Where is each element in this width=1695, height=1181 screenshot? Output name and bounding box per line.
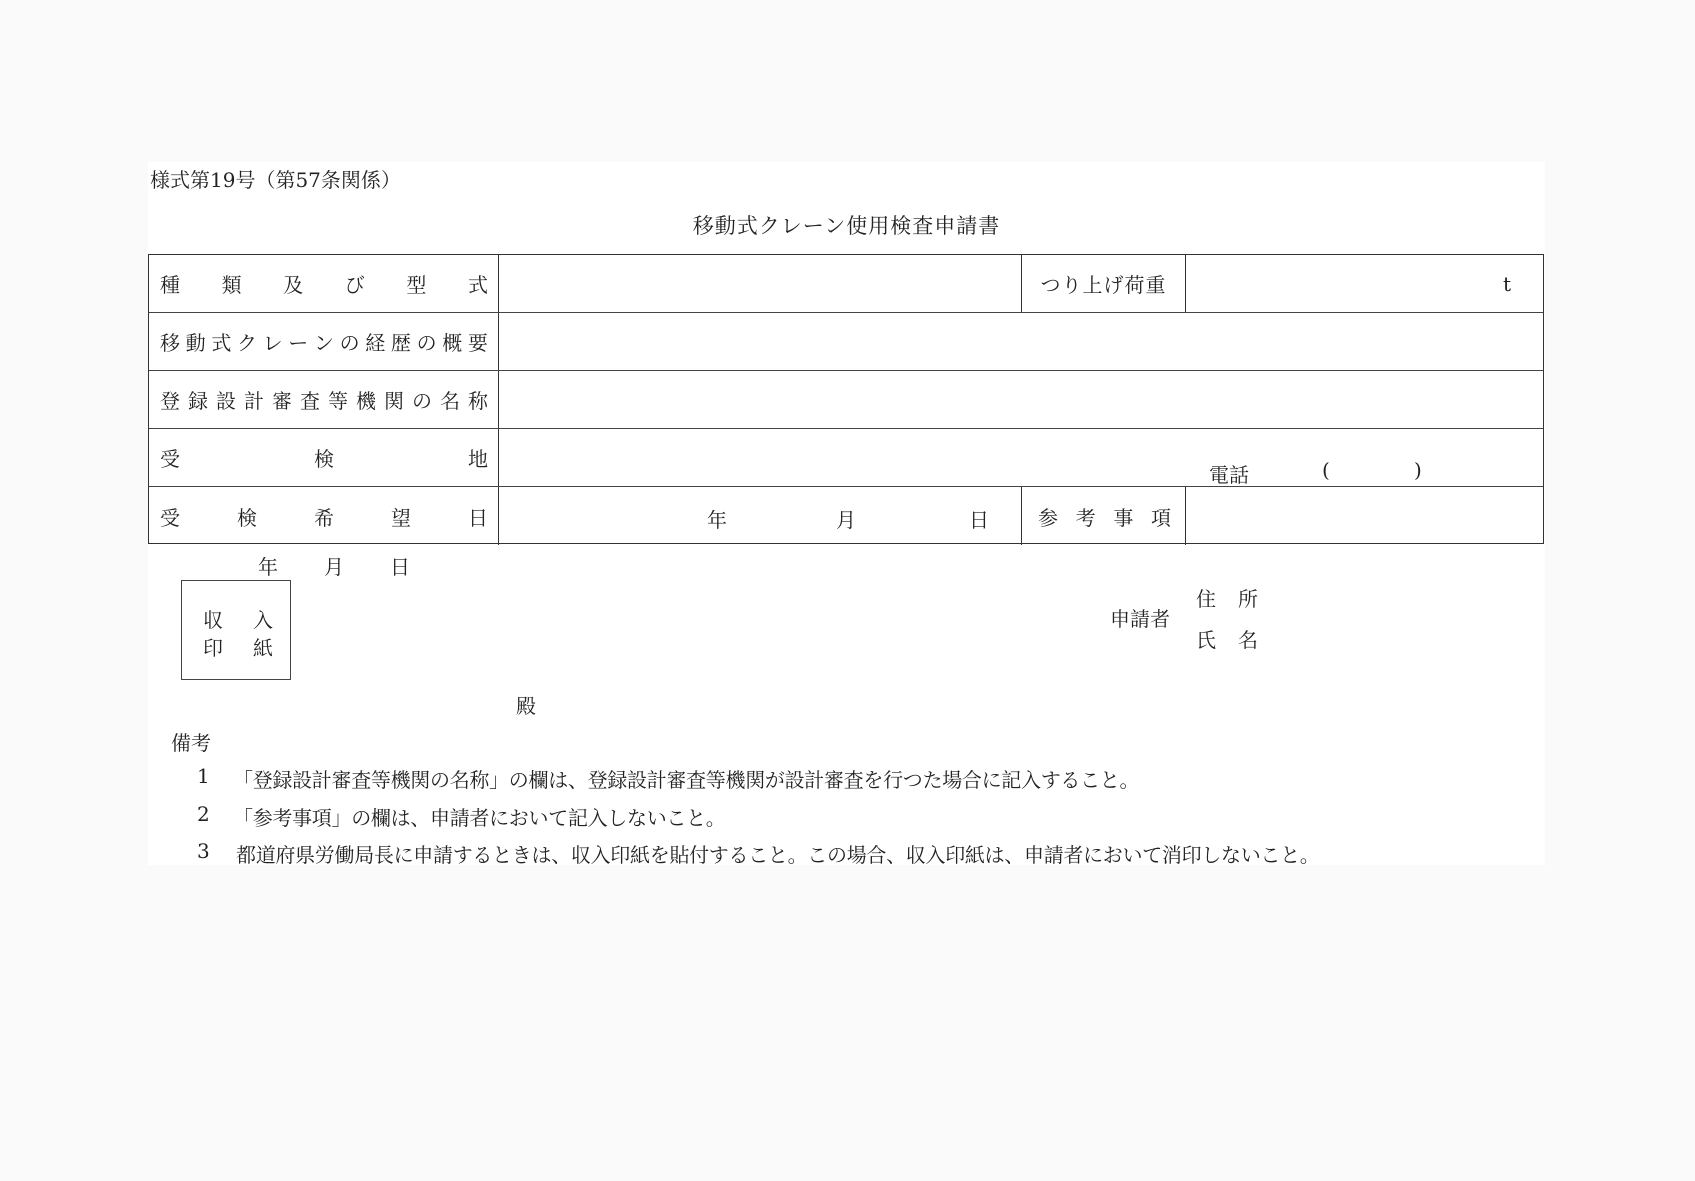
date-year-label: 年 [707,508,727,532]
label-char: 設 [216,389,236,413]
name-field[interactable] [1278,621,1518,649]
stamp-char: 紙 [253,636,273,660]
stamp-line-1 [203,604,273,633]
addressee-field[interactable] [178,686,508,714]
label-char: 式 [467,273,488,297]
name-label-char: 名 [1238,628,1258,652]
label-char: 参 [1038,505,1058,530]
label-char: の [339,331,360,355]
note-number: 2 [197,802,210,826]
label-char: 類 [221,273,242,297]
notes-heading: 備考 [171,731,211,755]
label-char: 受 [160,447,180,471]
row-desired-inspection-date [149,487,1543,545]
label-char: 種 [160,273,180,297]
label-char: の [416,331,437,355]
label-char: 査 [300,389,320,413]
row-registered-agency [149,371,1543,429]
note-text: 「参考事項」の欄は、申請者において記入しないこと。 [233,806,726,830]
label-char: 審 [272,389,292,413]
address-field[interactable] [1278,580,1518,608]
note-number: 3 [197,839,210,863]
label-char: 歴 [390,331,411,355]
date-day-label: 日 [969,508,989,532]
form-number: 様式第19号（第57条関係） [150,168,401,192]
label-registered-agency [149,371,499,428]
label-char: 移 [160,331,180,355]
stamp-line-2 [203,632,273,661]
label-char: 検 [237,505,257,530]
name-label-char: 氏 [1196,628,1216,652]
label-char: 地 [468,447,488,471]
field-inspection-site[interactable] [499,429,1543,486]
unit-ton: t [1503,272,1512,296]
label-char: 録 [188,389,208,413]
label-char: 関 [384,389,404,413]
applicant-label: 申請者 [1110,607,1170,631]
application-date-month: 月 [324,555,344,579]
label-char: の [412,389,432,413]
label-char: ー [288,331,309,355]
label-char: 登 [160,389,180,413]
field-lifting-load[interactable] [1186,255,1543,312]
label-reference-notes [1021,487,1186,545]
label-char: ク [236,331,257,355]
application-date-day: 日 [390,555,410,579]
label-char: 事 [1113,505,1134,530]
label-char: 考 [1075,505,1096,530]
stamp-char: 印 [203,636,223,660]
row-type-and-model [149,255,1543,313]
application-date-year: 年 [258,555,278,579]
label-char: 受 [160,505,180,530]
note-number: 1 [197,764,210,788]
label-char: レ [262,331,283,355]
revenue-stamp-box [181,580,291,680]
label-type-and-model [149,255,499,312]
label-char: ン [313,331,334,355]
label-char: 名 [440,389,460,413]
label-inspection-site [149,429,499,486]
note-text: 都道府県労働局長に申請するときは、収入印紙を貼付すること。この場合、収入印紙は、申請者において消印しないこと。 [236,843,1320,867]
label-crane-history [149,313,499,370]
address-label-char: 住 [1196,587,1216,611]
field-desired-inspection-date[interactable] [499,487,1021,545]
application-table [148,254,1544,544]
addressee-suffix: 殿 [516,694,536,718]
address-label-char: 所 [1238,587,1258,611]
label-char: び [344,273,365,297]
phone-label: 電話 [1209,463,1249,487]
label-char: 項 [1150,505,1171,530]
label-char: 概 [442,331,463,355]
label-char: 検 [314,447,334,471]
phone-paren-open: ( [1322,458,1330,482]
form-title: 移動式クレーン使用検査申請書 [692,214,1001,238]
label-char: 希 [314,505,334,530]
phone-paren-close: ) [1414,458,1422,482]
label-char: 経 [365,331,386,355]
label-char: 機 [356,389,376,413]
date-month-label: 月 [836,508,856,532]
note-text: 「登録設計審査等機関の名称」の欄は、登録設計審査等機関が設計審査を行つた場合に記入すること。 [233,768,1140,792]
label-char: 等 [328,389,348,413]
label-char: 要 [467,331,488,355]
label-char: 及 [283,273,304,297]
label-char: 計 [244,389,264,413]
label-char: 式 [211,331,232,355]
label-char: 望 [391,505,411,530]
stamp-char: 入 [253,608,273,632]
label-text: つり上げ荷重 [1040,273,1167,297]
stamp-char: 収 [203,608,223,632]
row-crane-history [149,313,1543,371]
field-reference-notes [1186,487,1543,545]
label-char: 日 [468,505,488,530]
field-type-and-model[interactable] [499,255,1021,312]
label-desired-inspection-date [149,487,499,545]
field-registered-agency[interactable] [499,371,1543,428]
row-inspection-site [149,429,1543,487]
application-form-page [148,162,1545,865]
label-char: 称 [468,389,488,413]
label-lifting-load [1021,255,1186,312]
label-char: 動 [185,331,206,355]
field-crane-history[interactable] [499,313,1543,370]
label-char: 型 [406,273,427,297]
